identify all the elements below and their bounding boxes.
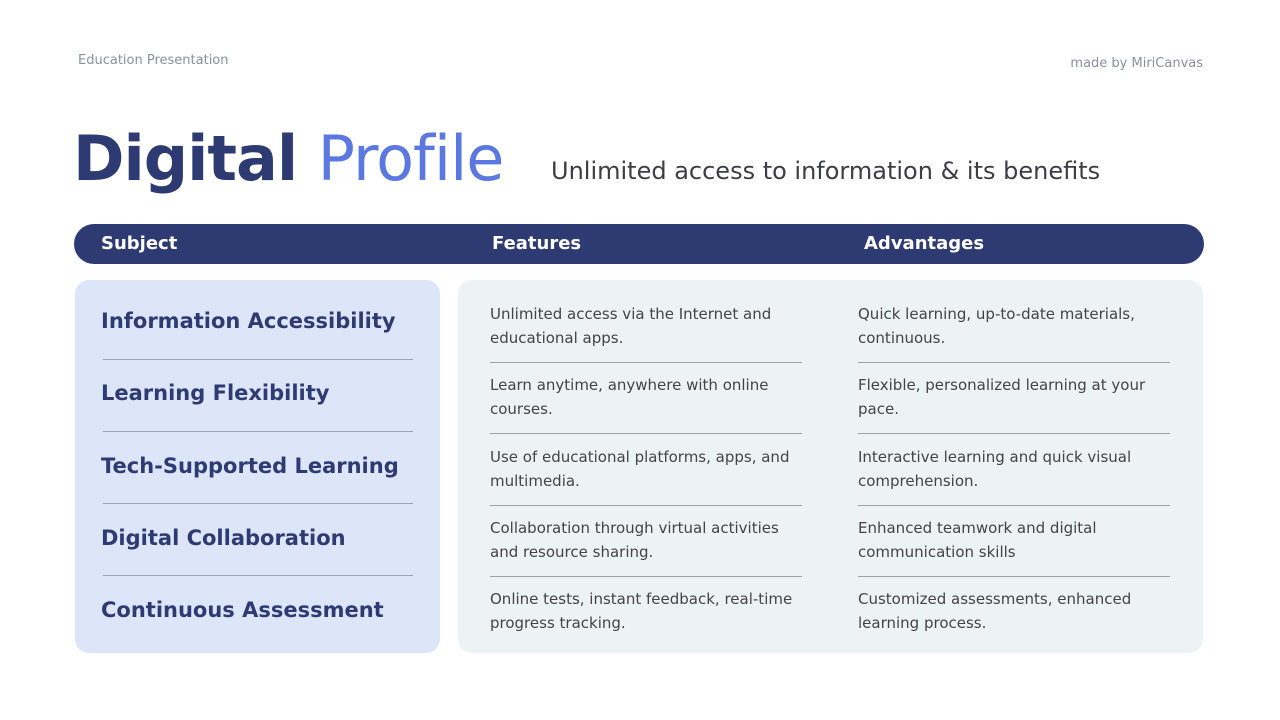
- details-panel: [458, 280, 1203, 653]
- title-part2: Profile: [317, 122, 504, 195]
- feature-cell: Unlimited access via the Internet and educational apps.: [490, 305, 772, 347]
- divider: [490, 362, 802, 363]
- column-header-subject: Subject: [101, 233, 178, 254]
- feature-cell: Learn anytime, anywhere with online courses.: [490, 376, 769, 418]
- divider: [490, 505, 802, 506]
- subject-item: Learning Flexibility: [101, 381, 330, 405]
- column-header-features: Features: [492, 233, 582, 254]
- subject-item: Continuous Assessment: [101, 598, 384, 622]
- divider: [103, 503, 413, 504]
- feature-cell: Use of educational platforms, apps, and multimedia.: [490, 448, 790, 490]
- advantage-cell: Enhanced teamwork and digital communication skills: [858, 519, 1097, 561]
- divider: [490, 576, 802, 577]
- advantage-cell: Customized assessments, enhanced learning process.: [858, 590, 1132, 632]
- page-subtitle: Unlimited access to information & its benefits: [551, 157, 1101, 185]
- subject-item: Information Accessibility: [101, 309, 396, 333]
- advantage-cell: Quick learning, up-to-date materials, continuous.: [858, 305, 1135, 347]
- subject-item: Digital Collaboration: [101, 526, 346, 550]
- divider: [858, 433, 1170, 434]
- advantage-cell: Flexible, personalized learning at your pace.: [858, 376, 1146, 418]
- advantage-cell: Interactive learning and quick visual comprehension.: [858, 448, 1132, 490]
- subject-panel: [75, 280, 440, 653]
- divider: [858, 362, 1170, 363]
- divider: [103, 359, 413, 360]
- table-header: [74, 224, 1204, 264]
- divider: [858, 505, 1170, 506]
- feature-cell: Online tests, instant feedback, real-time progress tracking.: [490, 590, 793, 632]
- divider: [103, 575, 413, 576]
- divider: [858, 576, 1170, 577]
- divider: [103, 431, 413, 432]
- presentation-label: Education Presentation: [78, 53, 229, 68]
- page-title: [73, 122, 503, 195]
- divider: [490, 433, 802, 434]
- feature-cell: Collaboration through virtual activities and resource sharing.: [490, 519, 779, 561]
- credit-label: made by MiriCanvas: [1070, 56, 1203, 71]
- column-header-advantages: Advantages: [864, 233, 985, 254]
- title-part1: Digital: [73, 122, 298, 195]
- subject-item: Tech-Supported Learning: [101, 454, 399, 478]
